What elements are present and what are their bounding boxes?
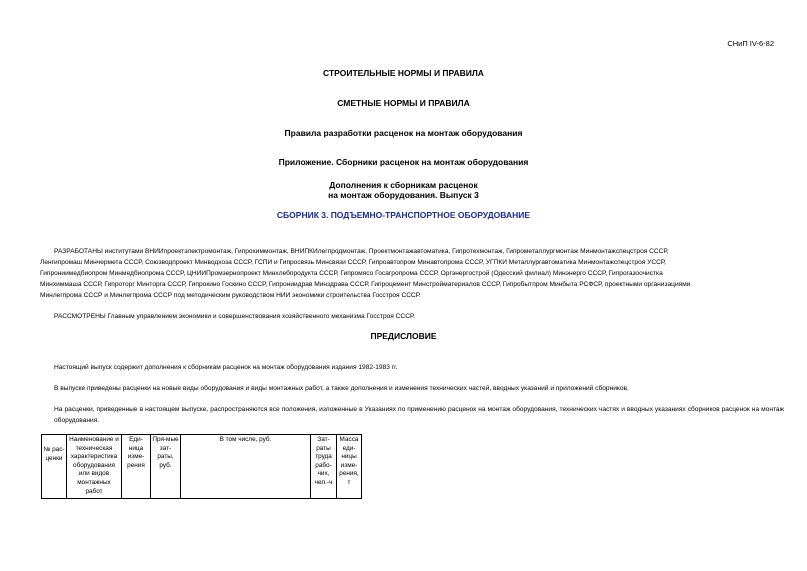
preface-heading: ПРЕДИСЛОВИЕ bbox=[370, 331, 437, 341]
developed-line-2: Ленгипромаш Минчермета СССР, Союзводпроект Минводхоза СССР, ГСПИ и Гипросвязь Минсвязи СССР, Гипроавтопром Минавтопрома СССР, УГПКИ Металлургавтоматика Минмонтажспецстроя УССР, bbox=[40, 259, 666, 266]
header-labor-costs: Зат-раты труда рабо-чих, чел.-ч bbox=[311, 435, 337, 499]
developed-by-paragraph bbox=[40, 246, 770, 301]
header-name: Наименование и техническая характеристика оборудования или видов монтажных работ bbox=[67, 435, 122, 499]
title-estimate-norms: СМЕТНЫЕ НОРМЫ И ПРАВИЛА bbox=[337, 98, 470, 108]
title-rules: Правила разработки расценок на монтаж оборудования bbox=[284, 128, 523, 138]
title-building-norms: СТРОИТЕЛЬНЫЕ НОРМЫ И ПРАВИЛА bbox=[323, 68, 484, 78]
header-including: В том числе, руб. bbox=[181, 435, 311, 499]
preface-paragraph-1: Настоящий выпуск содержит дополнения к сборникам расценок на монтаж оборудования издания 1982-1983 гг. bbox=[54, 364, 398, 371]
table-header-row bbox=[42, 435, 362, 499]
title-supplements-line1: Дополнения к сборникам расценок bbox=[329, 180, 478, 190]
title-appendix: Приложение. Сборники расценок на монтаж оборудования bbox=[278, 157, 529, 167]
title-supplements bbox=[0, 180, 807, 200]
developed-line-5: Минлегпрома СССР и Минлегпрома СССР под методическим руководством НИИ экономики строительства Госстроя СССР. bbox=[40, 292, 421, 299]
developed-line-4: Минхиммаша СССР, Гипроторг Минторга СССР, Гипрокино Госкино СССР, Гипрониидрав Минздрава СССР, Гипроцемент Минстройматериалов СССР, Гипробытпром Минбыта РСФСР, проектными организациями bbox=[40, 281, 691, 288]
preface-paragraph-3: На расценки, приведенные в настоящем выпуске, распространяются все положения, изложенные в Указаниях по применению расценок на монтаж оборудования, технических частях и вводных указаниях сборников расценок на монтаж оборудования. bbox=[54, 406, 784, 424]
header-direct-costs: Пря-мые зат-раты, руб. bbox=[151, 435, 181, 499]
header-unit: Еди-ница изме-рения bbox=[122, 435, 151, 499]
document-code: СНиП IV-6-82 bbox=[727, 39, 774, 48]
collection-title-link[interactable]: СБОРНИК 3. ПОДЪЕМНО-ТРАНСПОРТНОЕ ОБОРУДОВАНИЕ bbox=[276, 210, 531, 220]
header-rate-number-text: № рас-ценки bbox=[43, 446, 65, 462]
header-unit-mass: Масса еди-ницы изме-рения, т bbox=[337, 435, 362, 499]
reviewed-by-paragraph: РАССМОТРЕНЫ Главным управлением экономики и совершенствования хозяйственного механизма Госстроя СССР. bbox=[54, 313, 415, 320]
header-rate-number bbox=[42, 435, 67, 499]
title-supplements-line2: на монтаж оборудования. Выпуск 3 bbox=[328, 190, 479, 200]
developed-line-3: Гипрониимедбиопром Минмедбиопрома СССР, ЦНИИПромзернопроект Минхлебпродукта СССР, Гипромясо Госагропрома СССР, Оргэнергострой (Одесский филиал) Минэнерго СССР, Гипрогазоочистка bbox=[40, 270, 663, 277]
preface-paragraph-2: В выпуске приведены расценки на новые виды оборудования и виды монтажных работ, а также дополнения и изменения технических частей, вводных указаний и приложений сборников. bbox=[54, 385, 629, 392]
developed-line-1: РАЗРАБОТАНЫ институтами ВНИИпроектэлектромонтаж, Гипрохиммонтаж, ВНИПКИлегпродмонтаж, Проектмонтажавтоматика, Гипротехмонтаж, Гипрометаллургмонтаж Минмонтажспецстроя СССР, bbox=[54, 248, 669, 255]
rates-table bbox=[41, 434, 362, 499]
